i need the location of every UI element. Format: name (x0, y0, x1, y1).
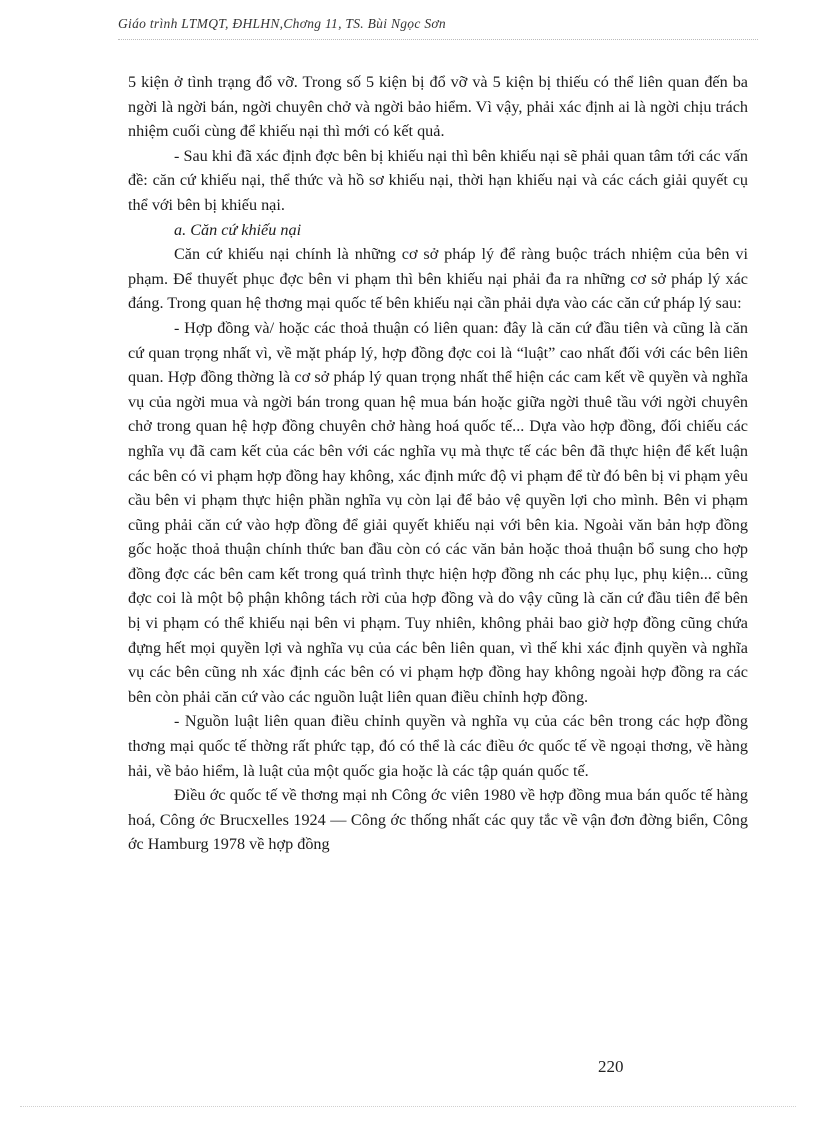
paragraph-continuation: 5 kiện ở tình trạng đổ vỡ. Trong số 5 kiện bị đổ vỡ và 5 kiện bị thiếu có thể liên quan đến ba ngời là ngời bán, ngời chuyên chở và ngời bảo hiểm. Vì vậy, phải xác định ai là ngời chịu trách nhiệm cuối cùng để khiếu nại thì mới có kết quả. (128, 73, 748, 141)
page-number: 220 (598, 1057, 624, 1076)
body-text (128, 70, 748, 857)
footer-divider (20, 1106, 796, 1107)
paragraph-complaint-basis: Căn cứ khiếu nại chính là những cơ sở pháp lý để ràng buộc trách nhiệm của bên vi phạm. Để thuyết phục đợc bên vi phạm thì bên khiếu nại phải đa ra những cơ sở pháp lý xác đáng. Trong quan hệ thơng mại quốc tế bên khiếu nại cần phải dựa vào các căn cứ pháp lý sau: (128, 245, 748, 313)
page-header: Giáo trình LTMQT, ĐHLHN,Chơng 11, TS. Bùi Ngọc Sơn (118, 16, 446, 31)
paragraph-contract-basis: - Hợp đồng và/ hoặc các thoả thuận có liên quan: đây là căn cứ đầu tiên và cũng là căn cứ quan trọng nhất vì, về mặt pháp lý, hợp đồng đợc coi là “luật” cao nhất đối với các bên liên quan. Hợp đồng thờng là cơ sở pháp lý quan trọng nhất thể hiện các cam kết về quyền và nghĩa vụ của ngời mua và ngời bán trong quan hệ mua bán hoặc giữa ngời thuê tầu với ngời chuyên chở trong quan hệ hợp đồng chuyên chở hàng hoá quốc tế... Dựa vào hợp đồng, đối chiếu các nghĩa vụ đã cam kết của các bên với các nghĩa vụ mà thực tế các bên đã thực hiện để kết luận các bên có vi phạm hợp đồng hay không, xác định mức độ vi phạm để từ đó bên bị vi phạm yêu cầu bên vi phạm thực hiện phần nghĩa vụ còn lại để bảo vệ quyền lợi cho mình. Bên vi phạm cũng phải căn cứ vào hợp đồng để giải quyết khiếu nại với bên kia. Ngoài văn bản hợp đồng gốc hoặc thoả thuận chính thức ban đầu còn có các văn bản hoặc thoả thuận bổ sung cho hợp đồng đợc các bên cam kết trong quá trình thực hiện hợp đồng nh các phụ lục, phụ kiện... cũng đợc coi là một bộ phận không tách rời của hợp đồng và do vậy cũng là căn cứ đầu tiên để bên bị vi phạm có thể khiếu nại bên vi phạm. Tuy nhiên, không phải bao giờ hợp đồng cũng chứa đựng hết mọi quyền lợi và nghĩa vụ của các bên liên quan, vì thế khi xác định quyền và nghĩa vụ các bên cũng nh xác định các bên có vi phạm hợp đồng hay không ngoài hợp đồng ra các bên còn phải căn cứ vào các nguồn luật liên quan điều chỉnh hợp đồng. (128, 318, 748, 706)
paragraph-international-treaties: Điều ớc quốc tế về thơng mại nh Công ớc viên 1980 về hợp đồng mua bán quốc tế hàng hoá, Công ớc Brucxelles 1924 — Công ớc thống nhất các quy tắc về vận đơn đờng biển, Công ớc Hamburg 1978 về hợp đồng (128, 786, 748, 854)
header-divider (118, 39, 758, 40)
section-heading-complaint-basis: a. Căn cứ khiếu nại (174, 220, 302, 239)
paragraph-complaint-issues: - Sau khi đã xác định đợc bên bị khiếu nại thì bên khiếu nại sẽ phải quan tâm tới các vấn đề: căn cứ khiếu nại, thể thức và hồ sơ khiếu nại, thời hạn khiếu nại và các cách giải quyết cụ thể với bên bị khiếu nại. (128, 146, 748, 214)
paragraph-legal-sources: - Nguồn luật liên quan điều chỉnh quyền và nghĩa vụ của các bên trong các hợp đồng thơng mại quốc tế thờng rất phức tạp, đó có thể là các điều ớc quốc tế về ngoại thơng, về hàng hải, về bảo hiểm, là luật của một quốc gia hoặc là các tập quán quốc tế. (128, 712, 748, 780)
